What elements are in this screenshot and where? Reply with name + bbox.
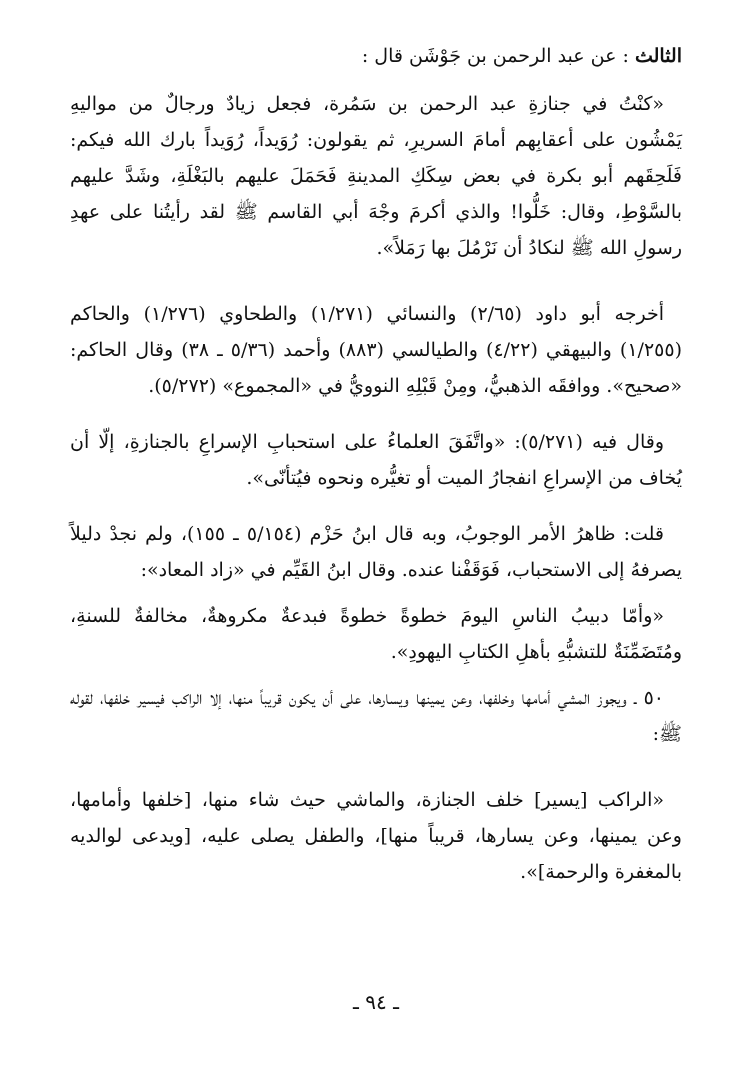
nawawi-quote-paragraph: وقال فيه (٥/٢٧١): «واتَّفَقَ العلماءُ على استحبابِ الإسراعِ بالجنازةِ، إلّا أن يُخاف من الإسراعِ انفجارُ الميت أو تغيُّره ونحوه فيُتأنّى». [70,431,682,489]
section-heading [70,38,682,74]
page-content [70,38,682,1048]
page-number: ـ ٩٤ ـ [353,990,399,1014]
hadith-rider-paragraph: «الراكب [يسير] خلف الجنازة، والماشي حيث شاء منها، [خلفها وأمامها، وعن يمينها، وعن يسارها، قريباً منها]، والطفل يصلى عليه، [ويدعى لوالديه بالمغفرة والرحمة]». [70,789,682,883]
takhrij-paragraph: أخرجه أبو داود (٢/٦٥) والنسائي (١/٢٧١) والطحاوي (١/٢٧٦) والحاكم (١/٢٥٥) والبيهقي (٤/٢٢) والطيالسي (٨٨٣) وأحمد (٥/٣٦ ـ ٣٨) وقال الحاكم: «صحيح». ووافقَه الذهبيُّ، ومِنْ قَبْلِهِ النوويُّ في «المجموع» (٥/٢٧٢). [70,303,682,397]
hadith-quote-paragraph: «كنْتُ في جنازةِ عبد الرحمن بن سَمُرة، فجعل زيادٌ ورجالٌ من مواليهِ يَمْشُون على أعقابِهم أمامَ السريرِ، ثم يقولون: رُوَيداً، رُوَيداً بارك الله فيكم: فَلَحِقَهم أبو بكرة في بعض سِكَكِ المدينةِ فَحَمَلَ عليهم بالبَغْلَةِ، وشَدَّ عليهم بالسَّوْطِ، وقال: خَلُّوا! والذي أكرمَ وجْهَ أبي القاسم ﷺ لقد رأيتُنا على عهدِ رسولِ الله ﷺ لنكادُ أن نَرْمُلَ بها رَمَلاً». [70,93,682,259]
ruling-50-paragraph: ٥٠ ـ ويجوز المشي أمامها وخلفها، وعن يمينها ويسارها، على أن يكون قريباً منها، إلا الراكب فيسير خلفها، لقوله ﷺ: [70,687,682,745]
section-heading-text: : عن عبد الرحمن بن جَوْشَن قال : [361,45,629,67]
author-comment-paragraph: قلت: ظاهرُ الأمر الوجوبُ، وبه قال ابنُ حَزْم (٥/١٥٤ ـ ١٥٥)، ولم نجدْ دليلاً يصرفهُ إلى الاستحباب، فَوَقَفْنا عنده. وقال ابنُ القَيِّم في «زاد المعاد»: [70,523,682,581]
section-heading-label: الثالث [634,45,682,67]
ibn-qayyim-quote-paragraph: «وأمّا دبيبُ الناسِ اليومَ خطوةً خطوةً فبدعةٌ مكروهةٌ، مخالفةٌ للسنةِ، ومُتَضَمِّنَةٌ للتشبُّهِ بأهلِ الكتابِ اليهودِ». [70,605,682,663]
